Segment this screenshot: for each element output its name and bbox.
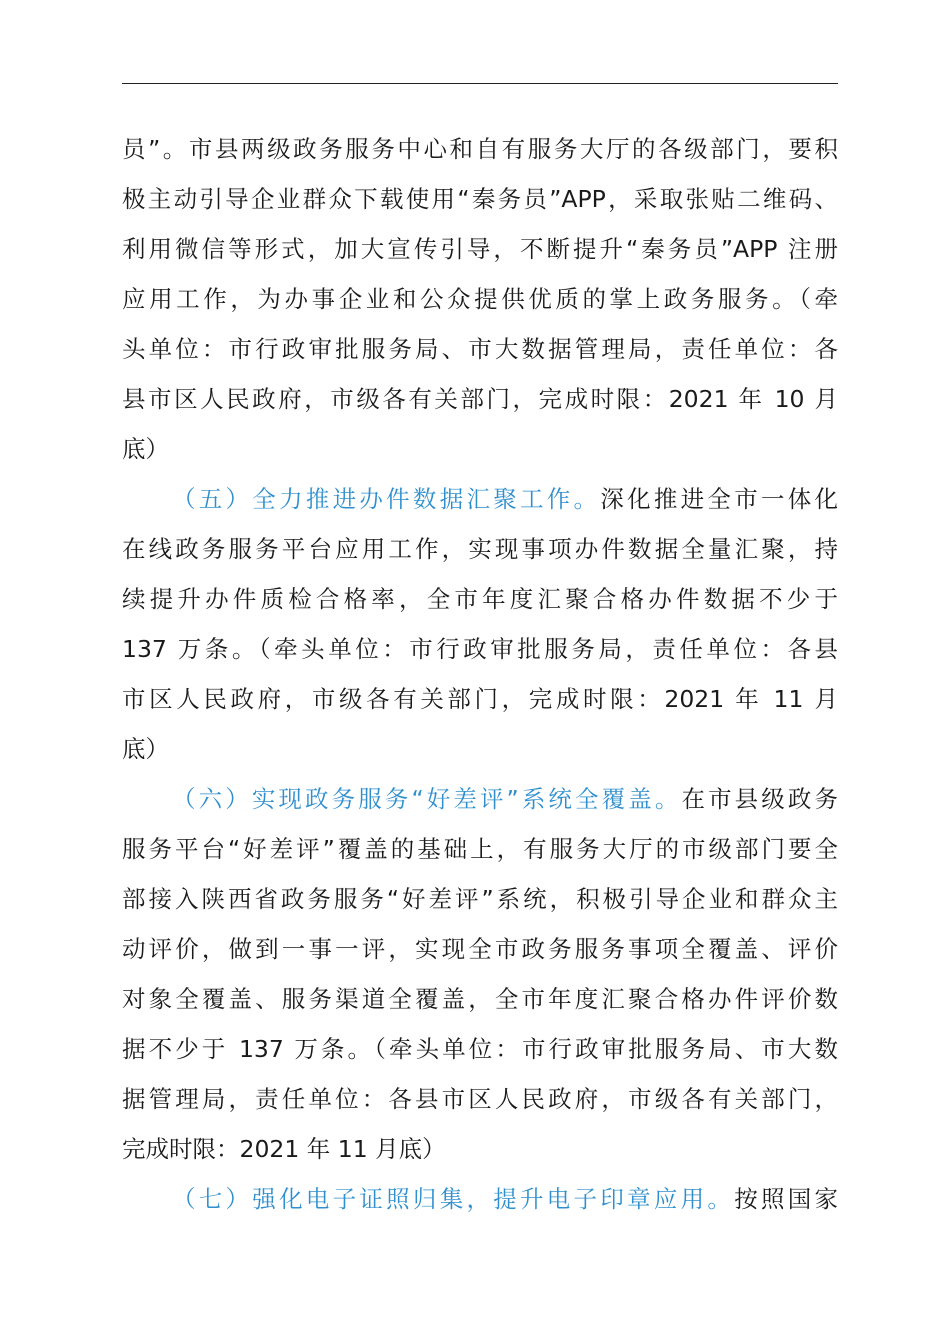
p4-line: 底） bbox=[122, 435, 169, 463]
p5-line: 底） bbox=[122, 735, 169, 763]
p4-line: 头单位：市行政审批服务局、市大数据管理局，责任单位：各 bbox=[122, 335, 838, 363]
p5-first-line bbox=[122, 474, 838, 524]
p6-line: 完成时限：2021 年 11 月底） bbox=[122, 1135, 446, 1163]
p6-line: 服务平台“好差评”覆盖的基础上，有服务大厅的市级部门要全 bbox=[122, 835, 838, 863]
p4-line: 员”。市县两级政务服务中心和自有服务大厅的各级部门，要积 bbox=[122, 135, 838, 163]
p6-line: 据不少于 137 万条。（牵头单位：市行政审批服务局、市大数 bbox=[122, 1035, 838, 1063]
p6-first-rest: 在市县级政务 bbox=[681, 785, 838, 813]
section-6-heading: （六）实现政务服务“好差评”系统全覆盖。 bbox=[172, 785, 682, 813]
p6-line: 动评价，做到一事一评，实现全市政务服务事项全覆盖、评价 bbox=[122, 935, 838, 963]
p5-line: 在线政务服务平台应用工作，实现事项办件数据全量汇聚，持 bbox=[122, 535, 838, 563]
p4-line: 应用工作，为办事企业和公众提供优质的掌上政务服务。（牵 bbox=[122, 285, 838, 313]
p5-line: 137 万条。（牵头单位：市行政审批服务局，责任单位：各县 bbox=[122, 635, 838, 663]
paragraph-7 bbox=[122, 1174, 838, 1224]
p4-line: 极主动引导企业群众下载使用“秦务员”APP，采取张贴二维码、 bbox=[122, 185, 838, 213]
p5-line: 市区人民政府，市级各有关部门，完成时限：2021 年 11 月 bbox=[122, 685, 838, 713]
header-rule bbox=[122, 83, 838, 84]
paragraph-6 bbox=[122, 774, 838, 1174]
p6-line: 据管理局，责任单位：各县市区人民政府，市级各有关部门， bbox=[122, 1085, 838, 1113]
p7-first-line bbox=[122, 1174, 838, 1224]
p6-line: 部接入陕西省政务服务“好差评”系统，积极引导企业和群众主 bbox=[122, 885, 838, 913]
p7-first-rest: 按照国家 bbox=[734, 1185, 838, 1213]
section-7-heading: （七）强化电子证照归集，提升电子印章应用。 bbox=[172, 1185, 735, 1213]
paragraph-5 bbox=[122, 474, 838, 774]
p5-line: 续提升办件质检合格率，全市年度汇聚合格办件数据不少于 bbox=[122, 585, 838, 613]
section-5-heading: （五）全力推进办件数据汇聚工作。 bbox=[172, 485, 601, 513]
p6-first-line bbox=[122, 774, 838, 824]
p4-line: 利用微信等形式，加大宣传引导，不断提升“秦务员”APP 注册 bbox=[122, 235, 838, 263]
p5-first-rest: 深化推进全市一体化 bbox=[600, 485, 839, 513]
p4-line: 县市区人民政府，市级各有关部门，完成时限：2021 年 10 月 bbox=[122, 385, 838, 413]
paragraph-4 bbox=[122, 124, 838, 474]
document-body bbox=[122, 124, 838, 1224]
p6-line: 对象全覆盖、服务渠道全覆盖，全市年度汇聚合格办件评价数 bbox=[122, 985, 838, 1013]
